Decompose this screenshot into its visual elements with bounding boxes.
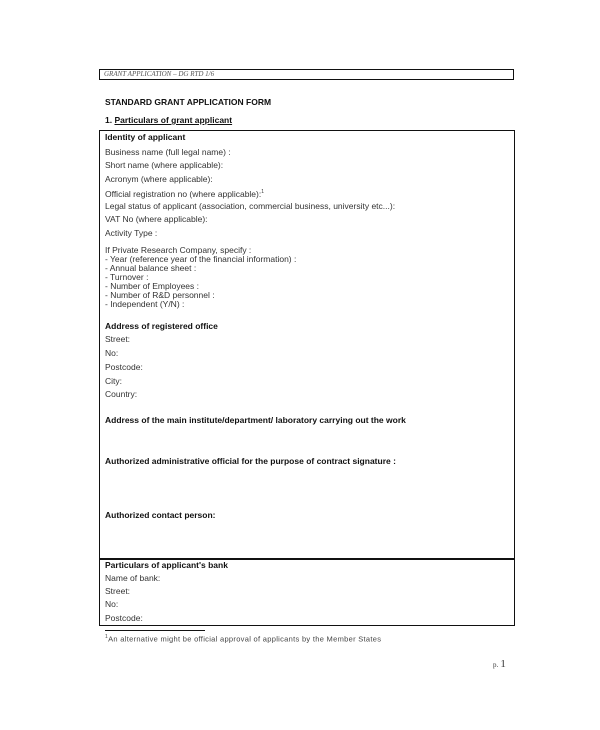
field-registration bbox=[105, 187, 264, 199]
private-item: If Private Research Company, specify : bbox=[105, 245, 252, 255]
field-no: No: bbox=[105, 348, 119, 358]
page-prefix: p. bbox=[493, 661, 499, 669]
institute-heading: Address of the main institute/department/ laboratory carrying out the work bbox=[105, 415, 406, 425]
section-label: Particulars of grant applicant bbox=[114, 115, 233, 125]
running-header bbox=[99, 69, 514, 80]
private-company-list bbox=[105, 246, 296, 309]
field-bank-name: Name of bank: bbox=[105, 573, 161, 583]
private-item: - Turnover : bbox=[105, 272, 149, 282]
field-street: Street: bbox=[105, 334, 131, 344]
header-text: GRANT APPLICATION – DG RTD 1/6 bbox=[104, 70, 215, 78]
page-number bbox=[493, 659, 506, 670]
field-short-name: Short name (where applicable): bbox=[105, 160, 224, 170]
page-number-value: 1 bbox=[500, 658, 506, 670]
field-postcode: Postcode: bbox=[105, 362, 143, 372]
private-item: - Number of Employees : bbox=[105, 281, 200, 291]
field-bank-no: No: bbox=[105, 599, 119, 609]
footnote-mark: 1 bbox=[105, 634, 109, 640]
private-item: - Year (reference year of the financial information) : bbox=[105, 254, 297, 264]
field-acronym: Acronym (where applicable): bbox=[105, 174, 213, 184]
footnote-ref: 1 bbox=[261, 189, 265, 195]
section-number: 1. bbox=[105, 115, 113, 125]
admin-official-heading: Authorized administrative official for the purpose of contract signature : bbox=[105, 456, 396, 466]
field-country: Country: bbox=[105, 389, 138, 399]
footnote-text: An alternative might be official approval of applicants by the Member States bbox=[108, 634, 382, 644]
section-heading bbox=[105, 115, 232, 125]
registered-heading: Address of registered office bbox=[105, 321, 218, 331]
footnote-separator bbox=[105, 630, 205, 631]
field-bank-postcode: Postcode: bbox=[105, 613, 143, 623]
form-title: STANDARD GRANT APPLICATION FORM bbox=[105, 97, 272, 107]
field-legal-status: Legal status of applicant (association, commercial business, university etc...): bbox=[105, 201, 396, 211]
field-activity-type: Activity Type : bbox=[105, 228, 158, 238]
private-item: - Number of R&D personnel : bbox=[105, 290, 215, 300]
contact-person-heading: Authorized contact person: bbox=[105, 510, 216, 520]
field-registration-label: Official registration no (where applicable): bbox=[105, 188, 262, 199]
field-business-name: Business name (full legal name) : bbox=[105, 147, 231, 157]
identity-heading: Identity of applicant bbox=[105, 132, 186, 142]
private-item: - Independent (Y/N) : bbox=[105, 299, 185, 309]
private-item: - Annual balance sheet : bbox=[105, 263, 197, 273]
field-bank-street: Street: bbox=[105, 586, 131, 596]
footnote bbox=[105, 632, 381, 645]
bank-heading: Particulars of applicant's bank bbox=[105, 560, 228, 570]
field-city: City: bbox=[105, 376, 122, 386]
field-vat: VAT No (where applicable): bbox=[105, 214, 208, 224]
